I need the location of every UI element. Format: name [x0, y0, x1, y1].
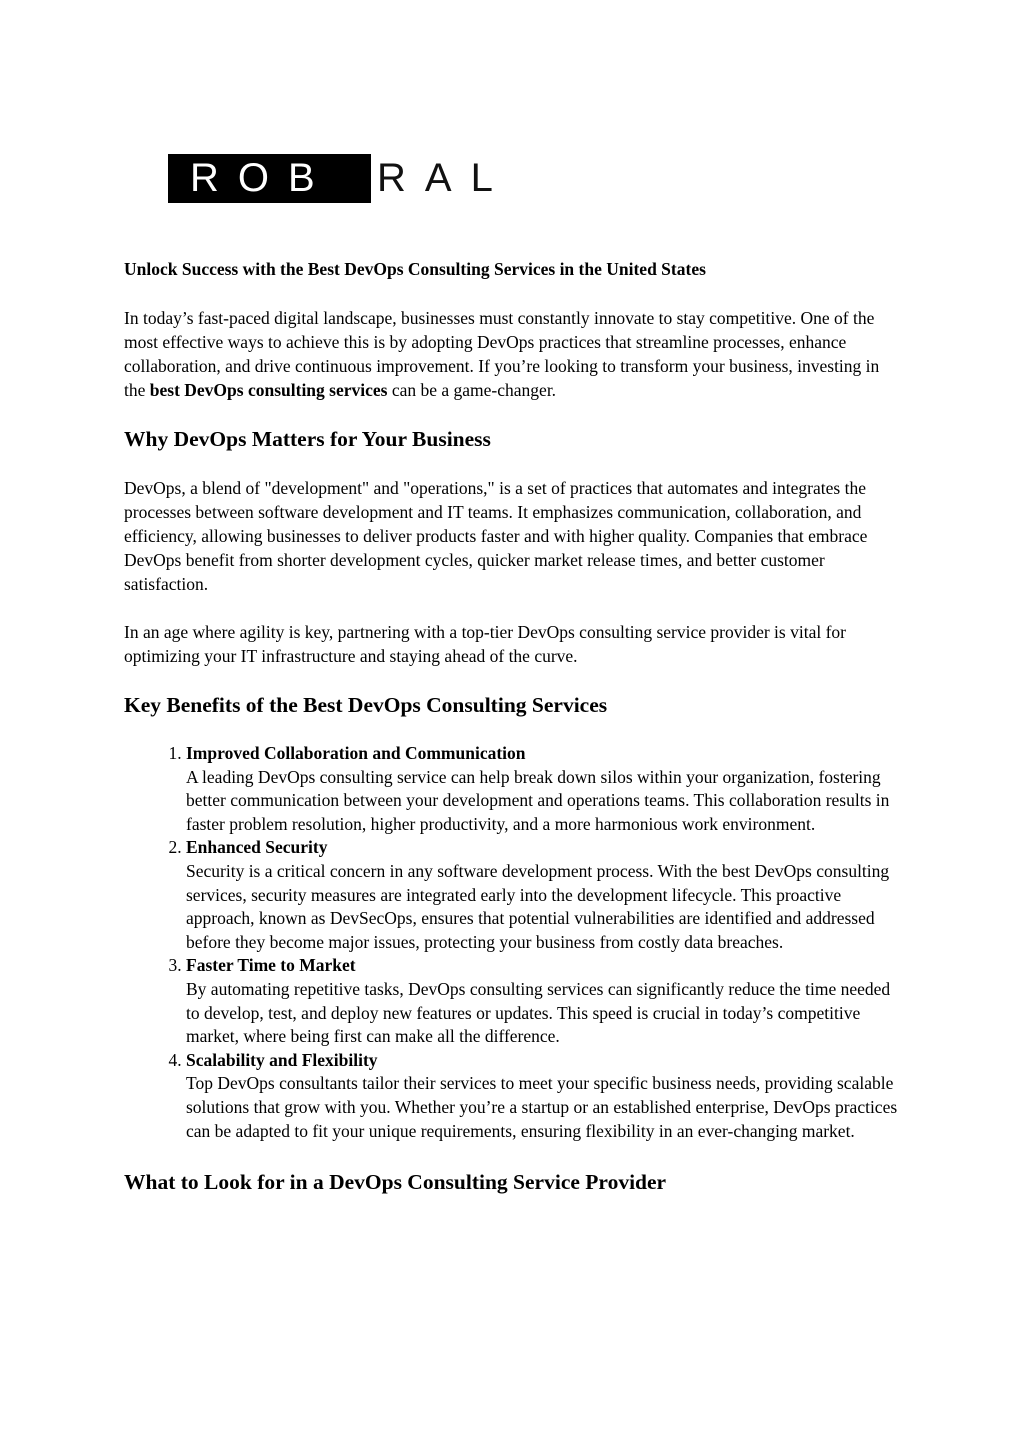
- intro-bold-phrase: best DevOps consulting services: [149, 380, 388, 400]
- section-heading-what-to-look-for: What to Look for in a DevOps Consulting Service Provider: [124, 1170, 667, 1195]
- benefit-title: 3. Faster Time to Market: [186, 955, 356, 976]
- robral-logo: [168, 154, 531, 203]
- benefit-title: 4. Scalability and Flexibility: [186, 1049, 378, 1070]
- section-heading-key-benefits: Key Benefits of the Best DevOps Consulting Services: [124, 693, 608, 717]
- benefit-description: Security is a critical concern in any software development process. With the best DevOps consulting services, security measures are integrated early into the development lifecycle. This proactive approach, known as DevSecOps, ensures that potential vulnerabilities are identified and addressed before they become major issues, protecting your business from costly data breaches.: [186, 860, 890, 952]
- document-title: Unlock Success with the Best DevOps Consulting Services in the United States: [124, 259, 706, 279]
- section-heading-why-devops: Why DevOps Matters for Your Business: [124, 427, 491, 451]
- benefit-description: Top DevOps consultants tailor their services to meet your specific business needs, providing scalable solutions that grow with you. Whether you’re a startup or an established enterprise, DevOps practices can be adapted to fit your unique requirements, ensuring flexibility in an ever-changing market.: [186, 1073, 898, 1141]
- benefit-title: 2. Enhanced Security: [186, 837, 328, 858]
- section-why-paragraph-1: DevOps, a blend of "development" and "operations," is a set of practices that automates and integrates the processes between software development and IT teams. It emphasizes communication, collaboration, and efficiency, allowing businesses to deliver products faster and with higher quality. Companies that embrace DevOps benefit from shorter development cycles, quicker market release times, and better customer satisfaction.: [124, 478, 868, 594]
- list-item: [186, 836, 904, 954]
- logo-light-text: RAL: [377, 156, 512, 200]
- benefit-description: A leading DevOps consulting service can help break down silos within your organization, fostering better communication between your development and operations teams. This collaboration results in faster problem resolution, higher productivity, and a more harmonious work environment.: [186, 766, 890, 834]
- list-item: [186, 1049, 904, 1143]
- intro-text-start: In today’s fast-paced digital landscape, businesses must constantly innovate to stay competitive. One of the most effective ways to achieve this is by adopting DevOps practices that streamline processes, enhance collaboration, and drive continuous improvement. If you’re looking to transform your business, investing in the: [124, 308, 880, 400]
- benefit-title: 1. Improved Collaboration and Communication: [186, 743, 526, 763]
- section-why-paragraph-2: In an age where agility is key, partnering with a top-tier DevOps consulting service provider is vital for optimizing your IT infrastructure and staying ahead of the curve.: [124, 622, 846, 666]
- intro-paragraph: [124, 306, 904, 402]
- benefits-list: [124, 742, 904, 1143]
- document-body: [124, 258, 904, 1219]
- benefit-description: By automating repetitive tasks, DevOps consulting services can significantly reduce the time needed to develop, test, and deploy new features or updates. This speed is crucial in today’s competitive market, where being first can make all the difference.: [186, 978, 891, 1047]
- list-item: [186, 742, 904, 836]
- logo-dark-block: ROB: [168, 154, 371, 203]
- list-item: [186, 954, 904, 1048]
- intro-text-end: can be a game-changer.: [387, 380, 557, 400]
